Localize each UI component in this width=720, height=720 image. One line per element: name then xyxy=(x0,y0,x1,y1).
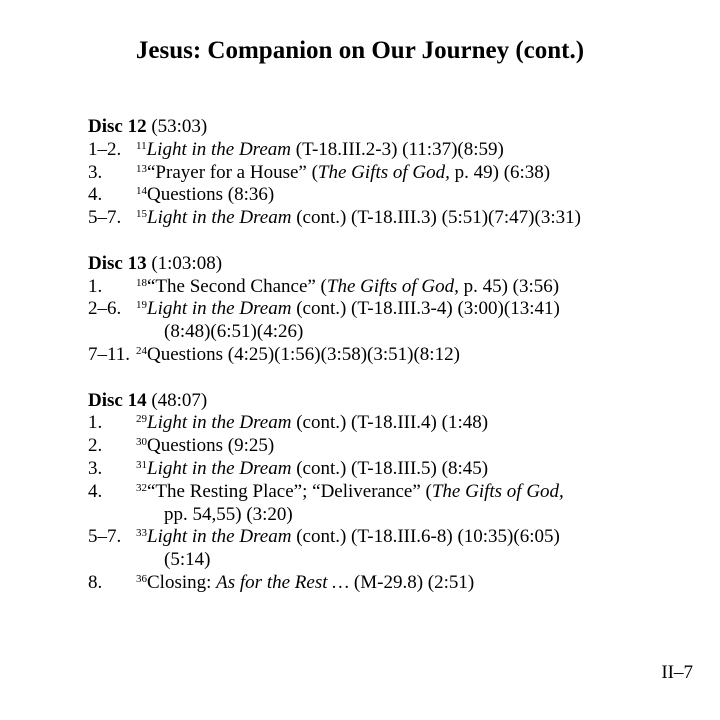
track-superscript: 24 xyxy=(136,344,147,357)
track-rest: p. 49) (6:38) xyxy=(449,161,551,183)
track-rest: (cont.) (T-18.III.6-8) (10:35)(6:05) xyxy=(291,526,560,548)
track-superscript: 18 xyxy=(136,276,147,289)
disc-label: Disc 14 xyxy=(88,389,147,411)
track-superscript: 15 xyxy=(136,208,147,221)
disc-duration: (1:03:08) xyxy=(151,252,223,274)
track-italic-title: Light in the Dream xyxy=(147,457,292,479)
disc-heading xyxy=(88,116,708,139)
track-pre: Questions (9:25) xyxy=(147,435,275,457)
track-pre: “Prayer for a House” ( xyxy=(147,161,318,183)
track-pre: Questions (8:36) xyxy=(147,184,275,206)
track-number: 3. xyxy=(88,161,103,183)
track-superscript: 33 xyxy=(136,527,147,540)
disc-12-section xyxy=(88,116,708,230)
track-number: 2–6. xyxy=(88,298,122,320)
track-pre: Closing: xyxy=(147,571,217,593)
track-continuation: (8:48)(6:51)(4:26) xyxy=(164,321,304,343)
track-number: 5–7. xyxy=(88,526,122,548)
disc-duration: (48:07) xyxy=(151,389,208,411)
track-italic-title: The Gifts of God, xyxy=(317,161,450,183)
track-italic-title: Light in the Dream xyxy=(147,526,292,548)
track-row xyxy=(88,572,708,595)
track-row xyxy=(88,162,708,185)
track-number: 2. xyxy=(88,435,103,457)
track-row xyxy=(88,184,708,207)
track-row xyxy=(88,412,708,435)
track-row xyxy=(88,207,708,230)
track-number: 8. xyxy=(88,571,103,593)
track-number: 7–11. xyxy=(88,343,131,365)
page-number: II–7 xyxy=(661,662,693,683)
track-row xyxy=(88,298,708,344)
track-number: 4. xyxy=(88,480,103,502)
track-rest: p. 45) (3:56) xyxy=(458,275,560,297)
track-rest: (cont.) (T-18.III.3-4) (3:00)(13:41) xyxy=(291,298,560,320)
track-italic-title: The Gifts of God, xyxy=(431,480,564,502)
track-rest: (cont.) (T-18.III.3) (5:51)(7:47)(3:31) xyxy=(291,207,581,229)
track-row xyxy=(88,344,708,367)
disc-heading xyxy=(88,390,708,413)
track-number: 4. xyxy=(88,184,103,206)
track-italic-title: Light in the Dream xyxy=(146,138,292,160)
track-continuation: pp. 54,55) (3:20) xyxy=(164,503,293,525)
track-continuation: (5:14) xyxy=(164,549,211,571)
track-superscript: 13 xyxy=(136,162,147,175)
track-superscript: 32 xyxy=(136,481,147,494)
track-italic-title: As for the Rest … xyxy=(216,571,350,593)
track-row xyxy=(88,526,708,572)
track-italic-title: Light in the Dream xyxy=(147,298,292,320)
track-row xyxy=(88,139,708,162)
page-title: Jesus: Companion on Our Journey (cont.) xyxy=(135,37,585,64)
track-row xyxy=(88,481,708,527)
track-pre: “The Second Chance” ( xyxy=(147,275,327,297)
track-superscript: 31 xyxy=(136,458,147,471)
track-row xyxy=(88,435,708,458)
track-superscript: 14 xyxy=(136,185,147,198)
track-superscript: 36 xyxy=(136,572,147,585)
track-number: 3. xyxy=(88,457,103,479)
track-row xyxy=(88,458,708,481)
disc-13-section xyxy=(88,253,708,367)
track-row xyxy=(88,276,708,299)
disc-label: Disc 12 xyxy=(88,116,147,137)
track-italic-title: Light in the Dream xyxy=(147,412,292,434)
track-number: 5–7. xyxy=(88,207,122,229)
track-pre: Questions (4:25)(1:56)(3:58)(3:51)(8:12) xyxy=(147,343,460,365)
disc-heading xyxy=(88,253,708,276)
track-number: 1–2. xyxy=(88,138,122,160)
track-rest: (cont.) (T-18.III.5) (8:45) xyxy=(291,457,489,479)
track-rest: (cont.) (T-18.III.4) (1:48) xyxy=(291,412,489,434)
disc-14-section xyxy=(88,390,708,595)
track-rest: (T-18.III.2-3) (11:37)(8:59) xyxy=(291,138,504,160)
track-superscript: 19 xyxy=(136,299,147,312)
track-listing xyxy=(88,116,708,618)
disc-duration: (53:03) xyxy=(151,116,208,137)
track-superscript: 29 xyxy=(136,413,147,426)
track-superscript: 30 xyxy=(136,436,147,449)
track-italic-title: Light in the Dream xyxy=(147,207,292,229)
track-pre: “The Resting Place”; “Deliverance” ( xyxy=(147,480,432,502)
track-superscript: 11 xyxy=(136,139,147,152)
track-number: 1. xyxy=(88,275,103,297)
track-rest: (M-29.8) (2:51) xyxy=(349,571,475,593)
track-italic-title: The Gifts of God, xyxy=(326,275,459,297)
track-number: 1. xyxy=(88,412,103,434)
disc-label: Disc 13 xyxy=(88,252,147,274)
